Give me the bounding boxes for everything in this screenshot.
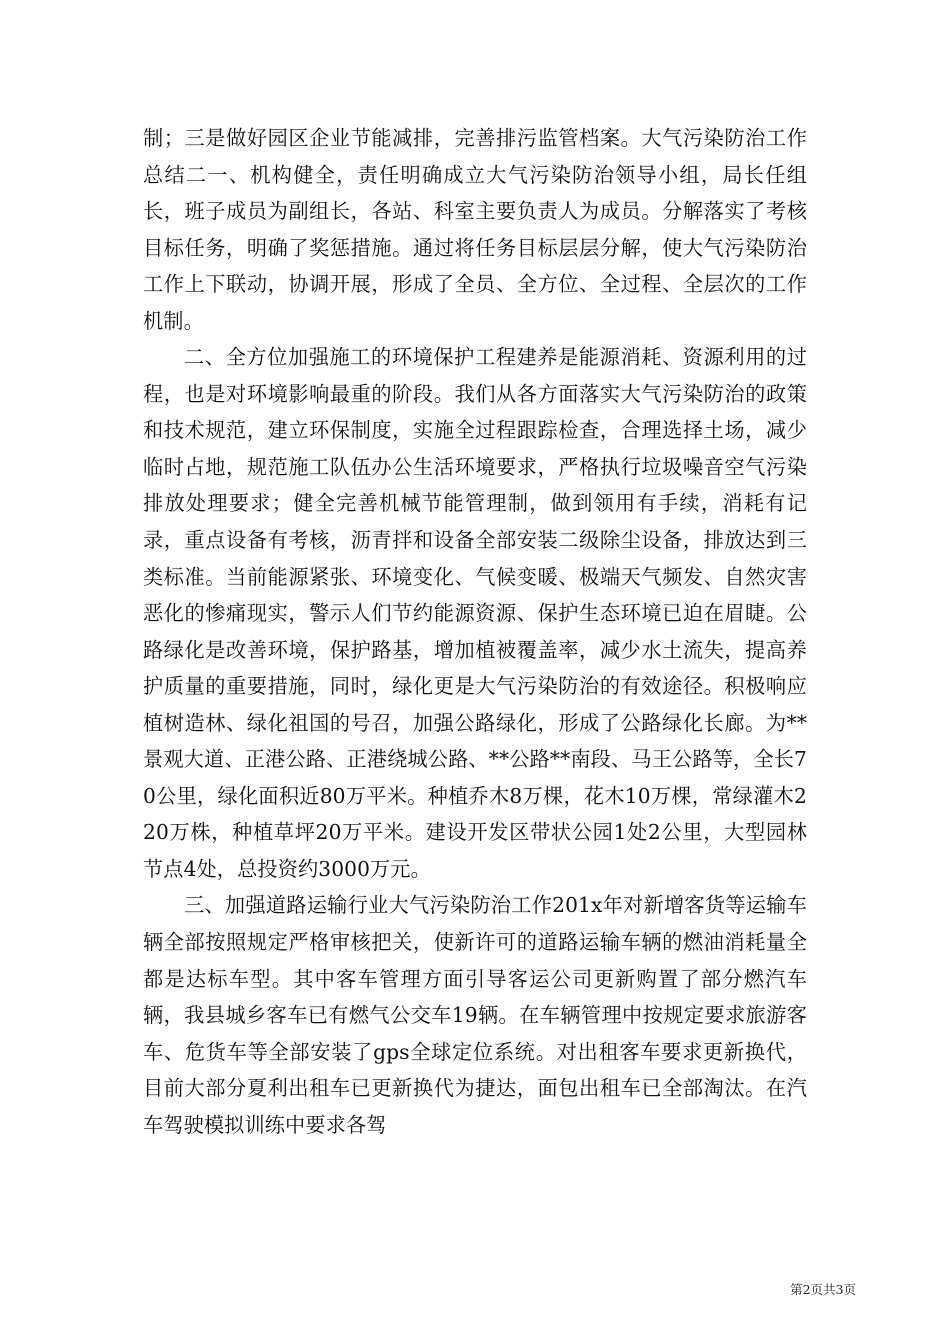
page-number: 第2页共3页 [790, 1282, 856, 1297]
paragraph-2: 二、全方位加强施工的环境保护工程建养是能源消耗、资源利用的过程，也是对环境影响最重的阶段。我们从各方面落实大气污染防治的政策和技术规范，建立环保制度，实施全过程跟踪检查，合理选择土场，减少临时占地，规范施工队伍办公生活环境要求，严格执行垃圾噪音空气污染排放处理要求；健全完善机械节能管理制，做到领用有手续，消耗有记录，重点设备有考核，沥青拌和设备全部安装二级除尘设备，排放达到三类标准。当前能源紧张、环境变化、气候变暖、极端天气频发、自然灾害恶化的惨痛现实，警示人们节约能源资源、保护生态环境已迫在眉睫。公路绿化是改善环境，保护路基，增加植被覆盖率，减少水土流失，提高养护质量的重要措施，同时，绿化更是大气污染防治的有效途径。积极响应植树造林、绿化祖国的号召，加强公路绿化，形成了公路绿化长廊。为**景观大道、正港公路、正港绕城公路、**公路**南段、马王公路等，全长70公里，绿化面积近80万平米。种植乔木8万棵，花木10万棵，常绿灌木220万株，种植草坪20万平米。建设开发区带状公园1处2公里，大型园林节点4处，总投资约3000万元。 [143, 345, 807, 881]
paragraph-1: 制；三是做好园区企业节能减排，完善排污监管档案。大气污染防治工作总结二一、机构健全，责任明确成立大气污染防治领导小组，局长任组长，班子成员为副组长，各站、科室主要负责人为成员。分解落实了考核目标任务，明确了奖惩措施。通过将任务目标层层分解，使大气污染防治工作上下联动，协调开展，形成了全员、全方位、全过程、全层次的工作机制。 [143, 126, 807, 333]
document-body [143, 120, 807, 1143]
paragraph-3: 三、加强道路运输行业大气污染防治工作201x年对新增客货等运输车辆全部按照规定严格审核把关，使新许可的道路运输车辆的燃油消耗量全都是达标车型。其中客车管理方面引导客运公司更新购置了部分燃汽车辆，我县城乡客车已有燃气公交车19辆。在车辆管理中按规定要求旅游客车、危货车等全部安装了gps全球定位系统。对出租客车要求更新换代，目前大部分夏利出租车已更新换代为捷达，面包出租车已全部淘汰。在汽车驾驶模拟训练中要求各驾 [143, 893, 807, 1137]
